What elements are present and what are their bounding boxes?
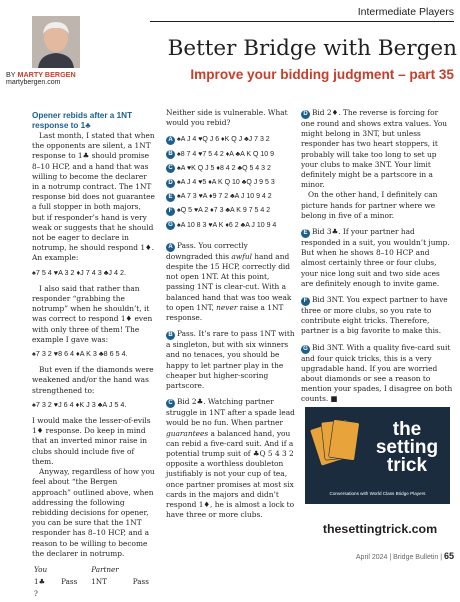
hand-holding: ♠8 7 4 ♥7 5 4 2 ♦A ♣A K Q 10 9 [177, 150, 274, 158]
promo-title-line2: setting [375, 437, 439, 458]
answer-A: A Pass. You correctly downgraded this awful hand and despite the 15 HCP, correctly did not open 1NT. At this point, passing 1NT is clear-cut. With a balanced hand that was too weak to open 1NT, never raise a 1NT response. [166, 240, 292, 323]
letter-badge: G [301, 345, 310, 354]
header-rule [150, 21, 454, 22]
auction-bid: Pass [61, 577, 78, 587]
author-name: MARTY BERGEN [17, 70, 76, 79]
letter-badge: C [166, 399, 175, 408]
answer-D: D Bid 2♦. The reverse is forcing for one round and shows extra values. You might belong in 3NT, but unless responder has two heart stoppers, it probably will take too long to set up your clubs to make 3NT. Your limit definitely might be a partscore in a minor. [301, 108, 448, 190]
answer-F: F Bid 3NT. You expect partner to have three or more clubs, so you rate to contribute eight tricks. Therefore, partner is a big favorite to make this. [301, 295, 448, 336]
letter-badge: F [301, 297, 310, 306]
promo-tagline: Conversations with World Class Bridge Players [329, 491, 426, 496]
auction-bid: 1♣ [34, 577, 46, 587]
quiz-hand-A [166, 135, 296, 145]
podcast-ad[interactable] [305, 407, 450, 504]
letter-badge: E [166, 193, 175, 202]
hand-holding: ♠A J 4 ♥5 ♦A K Q 10 ♣Q J 9 5 3 [177, 179, 275, 187]
paragraph: On the other hand, I definitely can picture hands for partner where we belong in five of a minor. [301, 190, 438, 220]
author-website[interactable]: martybergen.com [6, 79, 61, 86]
letter-badge: A [166, 136, 175, 145]
letter-badge: D [166, 179, 175, 188]
answer-G: G Bid 3NT. With a quality five-card suit and four quick tricks, this is a very upgradable hand. If you are worried about diamonds or see a reason to mention your spades, I disagree on both counts. ■ [301, 342, 453, 404]
paragraph: I also said that rather than responder “grabbing the notrump” when he shouldn’t, it was correct to respond 1♦ even with only three of them! The example I gave was: [32, 283, 153, 344]
quiz-hand-D [166, 178, 296, 188]
auction-table [32, 563, 163, 602]
paragraph: I would make the lesser-of-evils 1♦ response. Do keep in mind that an inverted minor raise in clubs should include five of them. [32, 416, 151, 466]
auction-header-you: You [34, 564, 48, 574]
quiz-hand-F [166, 206, 296, 216]
answer-E: E Bid 3♣. If your partner had responded in a suit, you wouldn’t jump. But when he shows 8–10 HCP and almost certainly three or four clubs, your nice long suit and two side aces are definitely enough to invite game. [301, 227, 450, 288]
author-photo [32, 16, 80, 68]
section-heading-line1: Opener rebids after a 1NT [32, 111, 133, 120]
paragraph: But even if the diamonds were weakened and/or the hand was strengthened to: [32, 365, 154, 395]
column-2 [166, 108, 296, 527]
letter-badge: F [166, 207, 175, 216]
article-title: Better Bridge with Bergen [167, 36, 457, 61]
letter-badge: A [166, 243, 175, 252]
hand-holding: ♠A ♥K Q J 5 ♦8 4 2 ♣Q 5 4 3 2 [177, 164, 271, 172]
promo-url-link[interactable]: thesettingtrick.com [322, 522, 438, 536]
paragraph: Last month, I stated that when the opponents are silent, a 1NT response to 1♣ should promise 8–10 HCP, and a hand that was willing to become the declarer in a notrump contract. The 1NT response bid does not guarantee a full stopper in both majors, but if responder’s hand is very weak or suggests that he should not be eager to declare in notrump, he should respond 1♦. An example: [32, 131, 155, 263]
auction-bid: ? [34, 589, 38, 599]
quiz-hand-B [166, 150, 296, 160]
quiz-hand-E [166, 192, 296, 202]
hand-holding: ♠A 7 3 ♥A ♦9 7 2 ♣A J 10 9 4 2 [177, 193, 272, 201]
issue-info: April 2024 | Bridge Bulletin | [355, 554, 443, 561]
hand-holding: ♠A J 4 ♥Q J 6 ♦K Q J ♣J 7 3 2 [177, 136, 270, 144]
answer-C: C Bid 2♣. Watching partner struggle in 1NT after a spade lead would be no fun. When partner guarantees a balanced hand, you can rebid a five-card suit. And if a potential trump suit of ♣Q 5 4 3 2 opposite a worthless doubleton justifiably is not your cup of tea, once partner promises at most six cards in the majors and didn’t respond 1♦, he is almost a lock to have three or more clubs. [166, 397, 295, 520]
paragraph: Anyway, regardless of how you feel about “the Bergen approach” outlined above, when addressing the following rebidding decisions for opener, you can be sure that the 1NT responder has 8–10 HCP, and a reason to be willing to become the declarer in notrump. [32, 467, 155, 558]
letter-badge: B [166, 331, 175, 340]
byline [6, 70, 76, 79]
answer-B: B Pass. It’s rare to pass 1NT with a singleton, but with six winners and no tenaces, you should be happy to let partner play in the cheaper but higher-scoring partscore. [166, 329, 295, 391]
letter-badge: D [301, 110, 310, 119]
example-hand: ♠7 3 2 ♥8 6 4 ♦A K 3 ♣8 6 5 4. [32, 349, 128, 359]
byline-prefix: BY [6, 70, 16, 79]
page-footer [300, 551, 454, 561]
promo-title-line1: the [392, 419, 422, 440]
column-1 [32, 111, 155, 602]
hand-holding: ♠A 10 8 3 ♥A K ♦6 2 ♣A J 10 9 4 [177, 221, 277, 229]
auction-bid: Pass [132, 577, 149, 587]
letter-badge: B [166, 150, 175, 159]
quiz-intro: Neither side is vulnerable. What would you rebid? [166, 108, 288, 128]
promo-title-line3: trick [386, 455, 428, 476]
auction-bid: 1NT [91, 577, 107, 587]
letter-badge: E [301, 229, 310, 238]
letter-badge: G [166, 221, 175, 230]
hand-holding: ♠Q 5 ♥A 2 ♦7 3 ♣A K 9 7 5 4 2 [177, 207, 271, 215]
quiz-hand-G [166, 221, 296, 231]
article-subtitle: Improve your bidding judgment – part 35 [190, 67, 454, 82]
letter-badge: C [166, 164, 175, 173]
section-tag: Intermediate Players [357, 6, 454, 18]
quiz-hand-C [166, 164, 296, 174]
page-number: 65 [443, 551, 454, 561]
column-3 [301, 108, 454, 411]
example-hand: ♠7 5 4 ♥A 3 2 ♦J 7 4 3 ♣J 4 2. [32, 267, 126, 277]
example-hand: ♠7 3 2 ♥J 6 4 ♦K J 3 ♣A J 5 4. [32, 399, 127, 409]
section-heading-line2: response to 1♣ [32, 121, 91, 130]
auction-header-partner: Partner [91, 564, 119, 574]
